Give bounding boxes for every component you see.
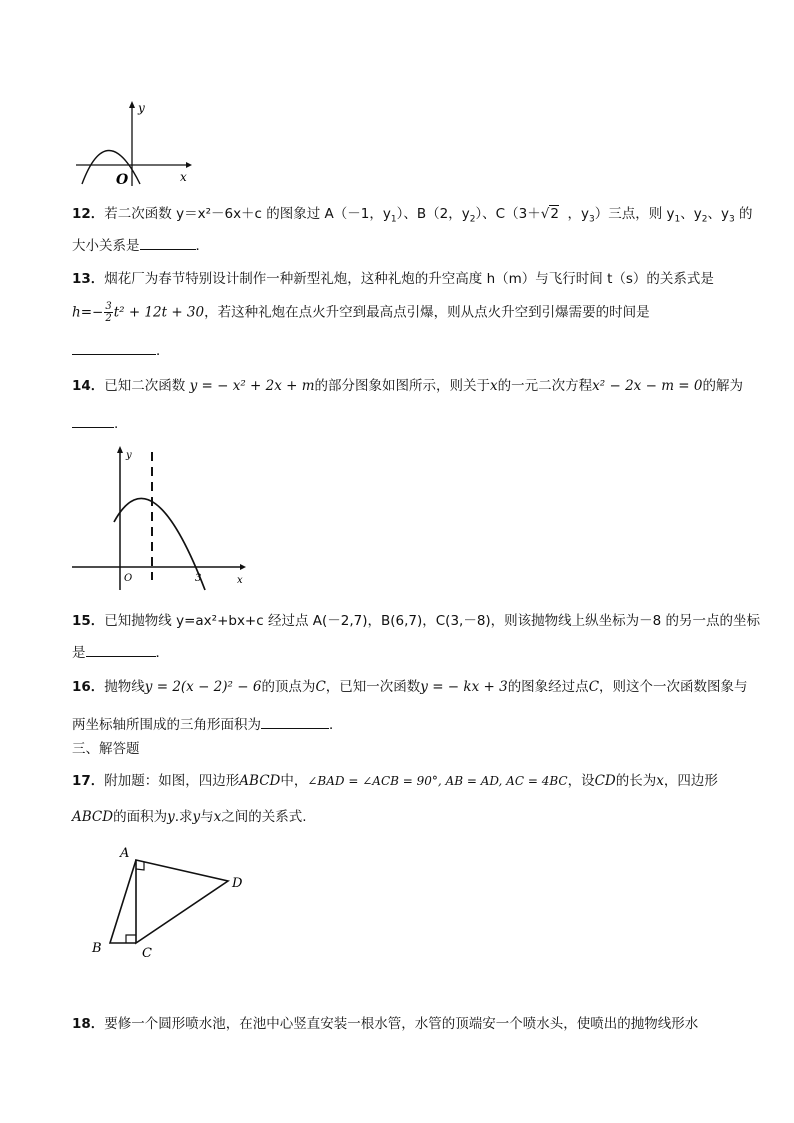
question-17-line-2: ABCD的面积为y.求y与x之间的关系式. [72,809,307,825]
vertex-b-label: B [92,941,102,956]
figure-2-graph [70,442,250,592]
x-axis-label: x [237,575,243,586]
question-14-line-1: 14．已知二次函数 y = − x² + 2x + m的部分图象如图所示，则关于x的一元二次方程x² − 2x − m = 0的解为 [72,378,743,394]
question-15-line-1: 15．已知抛物线 y=ax²+bx+c 经过点 A(－2,7)，B(6,7)，C(3,－8)，则该抛物线上纵坐标为－8 的另一点的坐标 [72,613,761,629]
answer-blank[interactable] [140,235,196,250]
section-heading: 三、解答题 [72,741,140,757]
right-angle-mark-c [126,935,136,943]
vertex-a-label: A [120,846,130,861]
answer-blank[interactable] [86,642,156,657]
question-12-line-1: 12．若二次函数 y＝x²－6x＋c 的图象过 A（－1，$y_1$）、B（2，$y_2$）、C（3＋√2 ，$y_3$）三点，则 $y_1$、$y_2$、$y_3$ 的 [72,206,753,225]
question-18-line-1: 18．要修一个圆形喷水池，在池中心竖直安装一根水管，水管的顶端安一个喷水头，使喷出的抛物线形水 [72,1016,699,1032]
question-number: 16． [72,679,105,695]
x-axis-arrow [240,564,246,570]
question-number: 18． [72,1016,105,1032]
question-15-line-2: 是 ． [72,642,169,662]
question-14-line-2: . [72,413,118,433]
question-13-line-1: 13．烟花厂为春节特别设计制作一种新型礼炮，这种礼炮的升空高度 h（m）与飞行时间 t（s）的关系式是 [72,271,714,287]
answer-blank[interactable] [72,340,156,355]
question-16-line-2: 两坐标轴所围成的三角形面积为 ． [72,714,343,734]
question-12-line-2: 大小关系是 ． [72,235,209,255]
question-number: 17． [72,773,105,789]
triangle-abc [110,860,136,943]
y-axis-label: y [138,101,145,115]
answer-blank[interactable] [261,714,329,729]
question-13-line-3: ． [72,340,170,360]
question-number: 15． [72,613,105,629]
question-number: 14． [72,378,105,394]
question-16-line-1: 16．抛物线y = 2(x − 2)² − 6的顶点为C，已知一次函数y = − kx + 3的图象经过点C，则这个一次函数图象与 [72,679,748,695]
right-angle-mark-a [136,862,144,870]
y-axis-arrow [129,101,135,108]
vertex-c-label: C [142,946,152,961]
answer-blank[interactable] [72,413,114,428]
x-axis-arrow [186,162,192,168]
tick-label-3: 3 [195,573,202,584]
x-axis-label: x [180,170,187,184]
y-axis-arrow [117,446,123,453]
question-number: 12． [72,206,105,222]
figure-3-quadrilateral [80,840,260,965]
origin-label: O [116,172,129,188]
fraction: $\frac{3}{2}$ [105,301,112,324]
vertex-d-label: D [232,876,243,891]
question-13-line-2: h=− $\frac{3}{2}$ t² + 12t + 30，若这种礼炮在点火升空到最高点引爆，则从点火升空到引爆需要的时间是 [72,301,650,324]
question-number: 13． [72,271,105,287]
origin-label: O [124,573,133,584]
triangle-acd [136,860,228,943]
question-17-line-1: 17．附加题：如图，四边形ABCD中，∠BAD = ∠ACB = 90°, AB = AD, AC = 4BC，设CD的长为x，四边形 [72,773,718,789]
y-axis-label: y [126,450,132,461]
figure-1-graph [74,100,194,190]
parabola [82,151,140,185]
